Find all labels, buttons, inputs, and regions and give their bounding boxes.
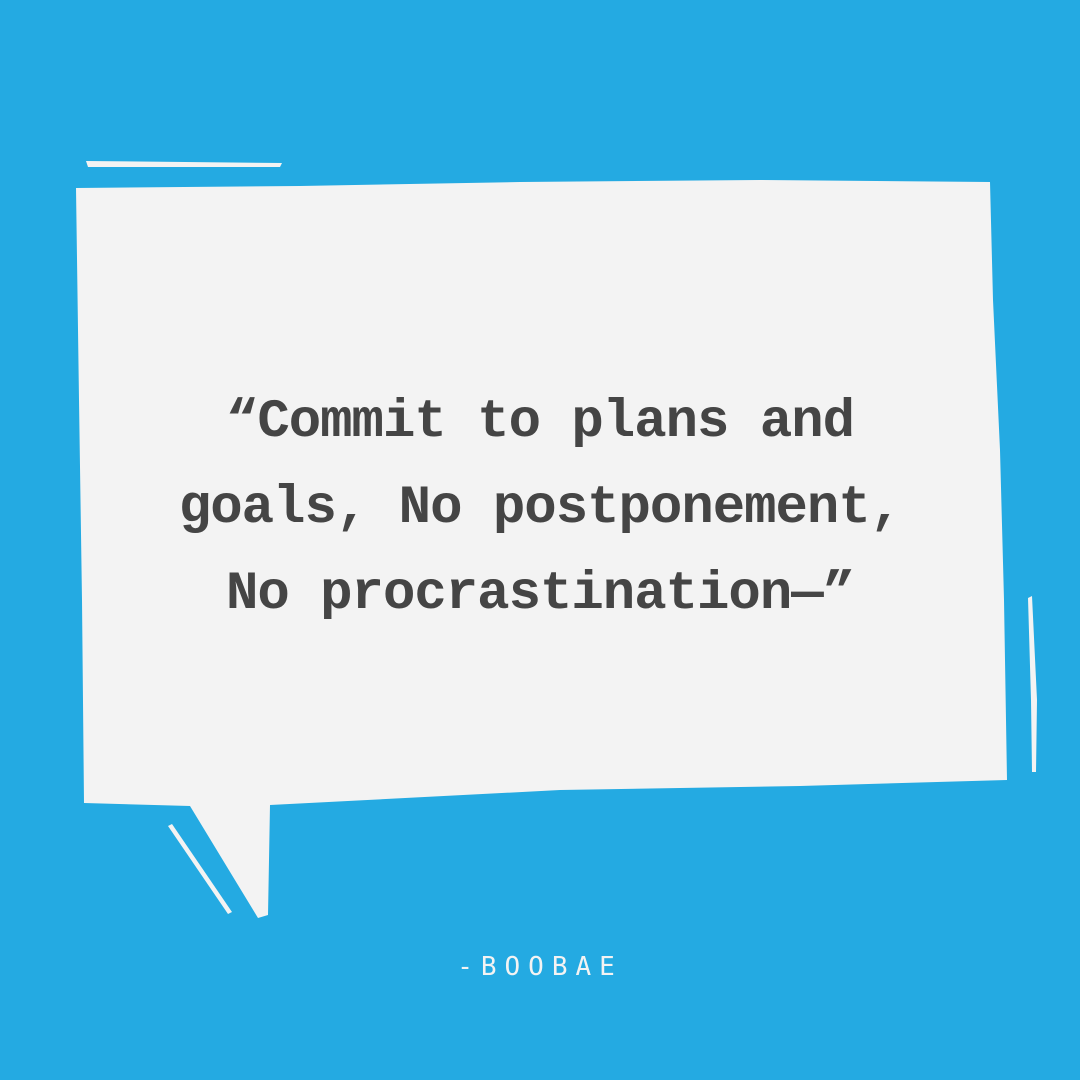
quote-attribution: -BOOBAE (457, 952, 623, 982)
quote-line: No procrastination—” (225, 564, 855, 625)
quote-text (80, 380, 1000, 650)
bubble-top-stroke (86, 161, 282, 167)
quote-line: goals, No postponement, (178, 478, 902, 539)
bubble-right-stroke (1028, 596, 1037, 772)
quote-line: “Commit to plans and (225, 392, 855, 453)
